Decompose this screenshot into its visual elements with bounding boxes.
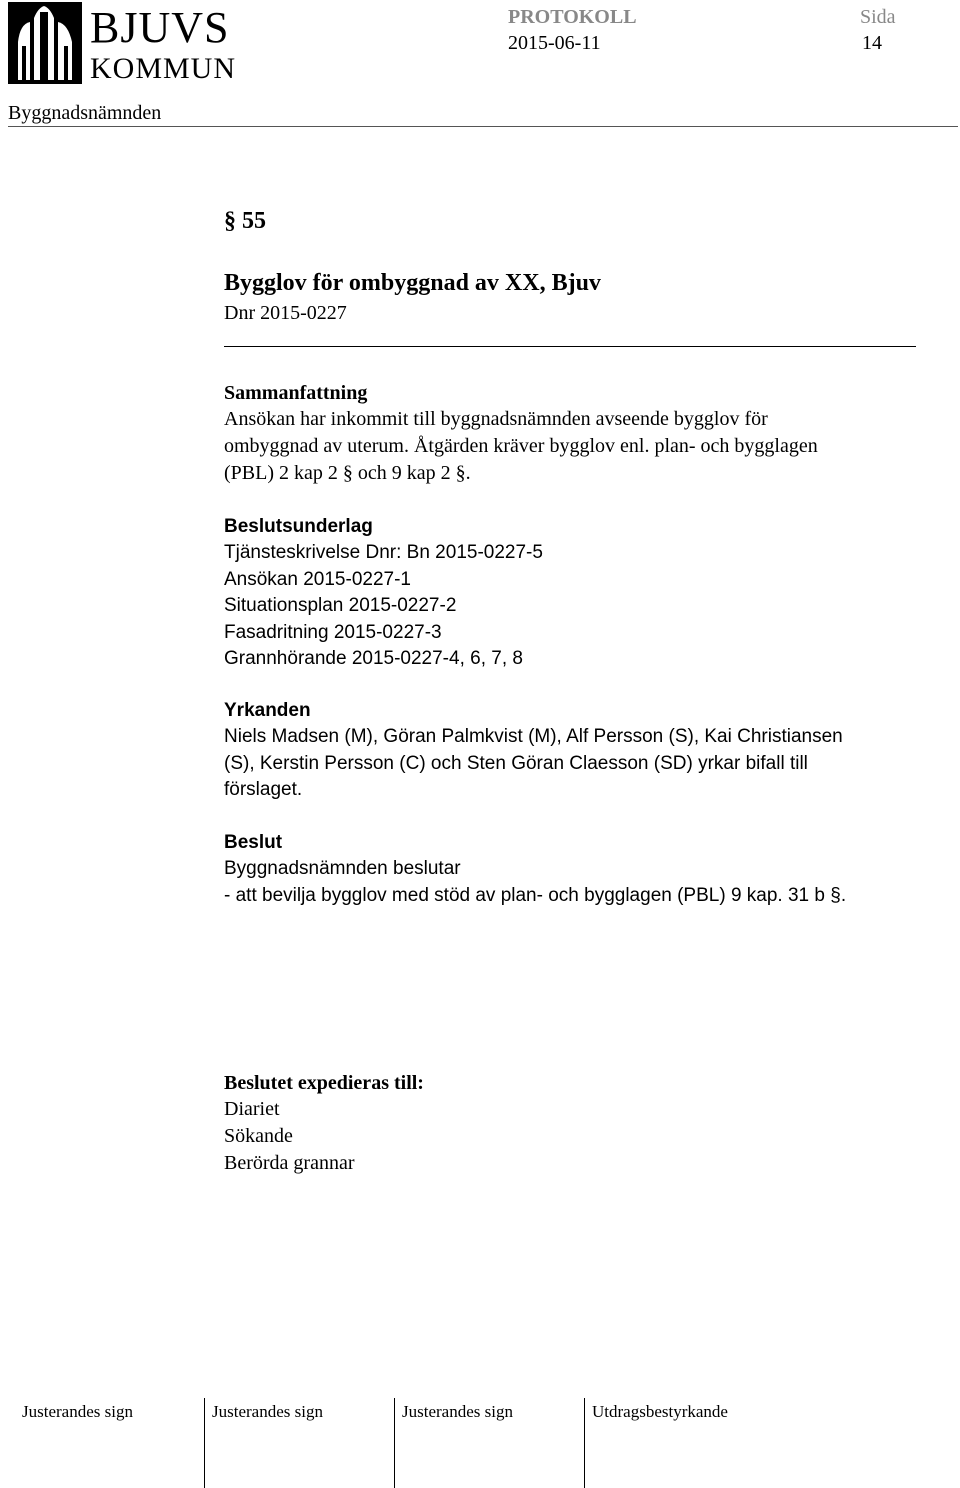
yrkanden-heading: Yrkanden bbox=[224, 700, 311, 721]
beslutsunderlag-line: Tjänsteskrivelse Dnr: Bn 2015-0227-5 bbox=[224, 542, 543, 563]
sammanfattning-line: Ansökan har inkommit till byggnadsnämnden avseende bygglov för bbox=[224, 408, 768, 430]
header-divider bbox=[8, 126, 958, 127]
yrkanden-block bbox=[224, 698, 843, 804]
section-symbol: § bbox=[224, 208, 236, 234]
beslutsunderlag-line: Grannhörande 2015-0227-4, 6, 7, 8 bbox=[224, 648, 523, 669]
beslutsunderlag-heading: Beslutsunderlag bbox=[224, 516, 373, 537]
sammanfattning-line: ombyggnad av uterum. Åtgärden kräver bygglov enl. plan- och bygglagen bbox=[224, 435, 818, 457]
logo-line1: BJUVS bbox=[90, 3, 230, 52]
section-dnr: Dnr 2015-0227 bbox=[224, 302, 347, 324]
section-number bbox=[224, 208, 266, 235]
footer-divider bbox=[204, 1398, 205, 1488]
doc-date: 2015-06-11 bbox=[508, 32, 601, 54]
expedieras-heading: Beslutet expedieras till: bbox=[224, 1072, 424, 1094]
sammanfattning-line: (PBL) 2 kap 2 § och 9 kap 2 §. bbox=[224, 462, 471, 484]
expedieras-line: Berörda grannar bbox=[224, 1152, 355, 1174]
bjuvs-kommun-logo bbox=[8, 2, 248, 84]
section-title: Bygglov för ombyggnad av XX, Bjuv bbox=[224, 270, 601, 296]
footer-certify-label: Utdragsbestyrkande bbox=[592, 1402, 728, 1421]
page-number: 14 bbox=[862, 32, 882, 54]
yrkanden-line: Niels Madsen (M), Göran Palmkvist (M), Alf Persson (S), Kai Christiansen bbox=[224, 726, 843, 747]
sammanfattning-block bbox=[224, 380, 818, 487]
logo-emblem-icon bbox=[8, 2, 82, 84]
beslut-line: Byggnadsnämnden beslutar bbox=[224, 858, 461, 879]
expedieras-block bbox=[224, 1070, 424, 1177]
beslutsunderlag-line: Fasadritning 2015-0227-3 bbox=[224, 621, 442, 643]
beslut-line: - att bevilja bygglov med stöd av plan- och bygglagen (PBL) 9 kap. 31 b §. bbox=[224, 884, 847, 906]
sammanfattning-heading: Sammanfattning bbox=[224, 382, 368, 404]
doc-type: PROTOKOLL bbox=[508, 6, 637, 28]
footer-sign-label: Justerandes sign bbox=[22, 1402, 133, 1421]
footer-sign-label: Justerandes sign bbox=[212, 1402, 323, 1421]
logo-line2: KOMMUN bbox=[90, 52, 237, 84]
department: Byggnadsnämnden bbox=[8, 102, 162, 124]
expedieras-line: Diariet bbox=[224, 1098, 280, 1120]
beslutsunderlag-line: Ansökan 2015-0227-1 bbox=[224, 568, 411, 590]
beslutsunderlag-block bbox=[224, 514, 543, 673]
footer-divider bbox=[394, 1398, 395, 1488]
beslutsunderlag-line: Situationsplan 2015-0227-2 bbox=[224, 595, 457, 616]
section-number-value: 55 bbox=[242, 208, 266, 234]
yrkanden-line: (S), Kerstin Persson (C) och Sten Göran Claesson (SD) yrkar bifall till bbox=[224, 752, 808, 774]
beslut-block bbox=[224, 830, 846, 909]
footer-divider bbox=[584, 1398, 585, 1488]
beslut-heading: Beslut bbox=[224, 832, 283, 853]
footer-sign-label: Justerandes sign bbox=[402, 1402, 513, 1421]
expedieras-line: Sökande bbox=[224, 1125, 293, 1147]
yrkanden-line: förslaget. bbox=[224, 779, 303, 800]
page-label: Sida bbox=[860, 6, 896, 28]
title-divider bbox=[224, 346, 916, 347]
